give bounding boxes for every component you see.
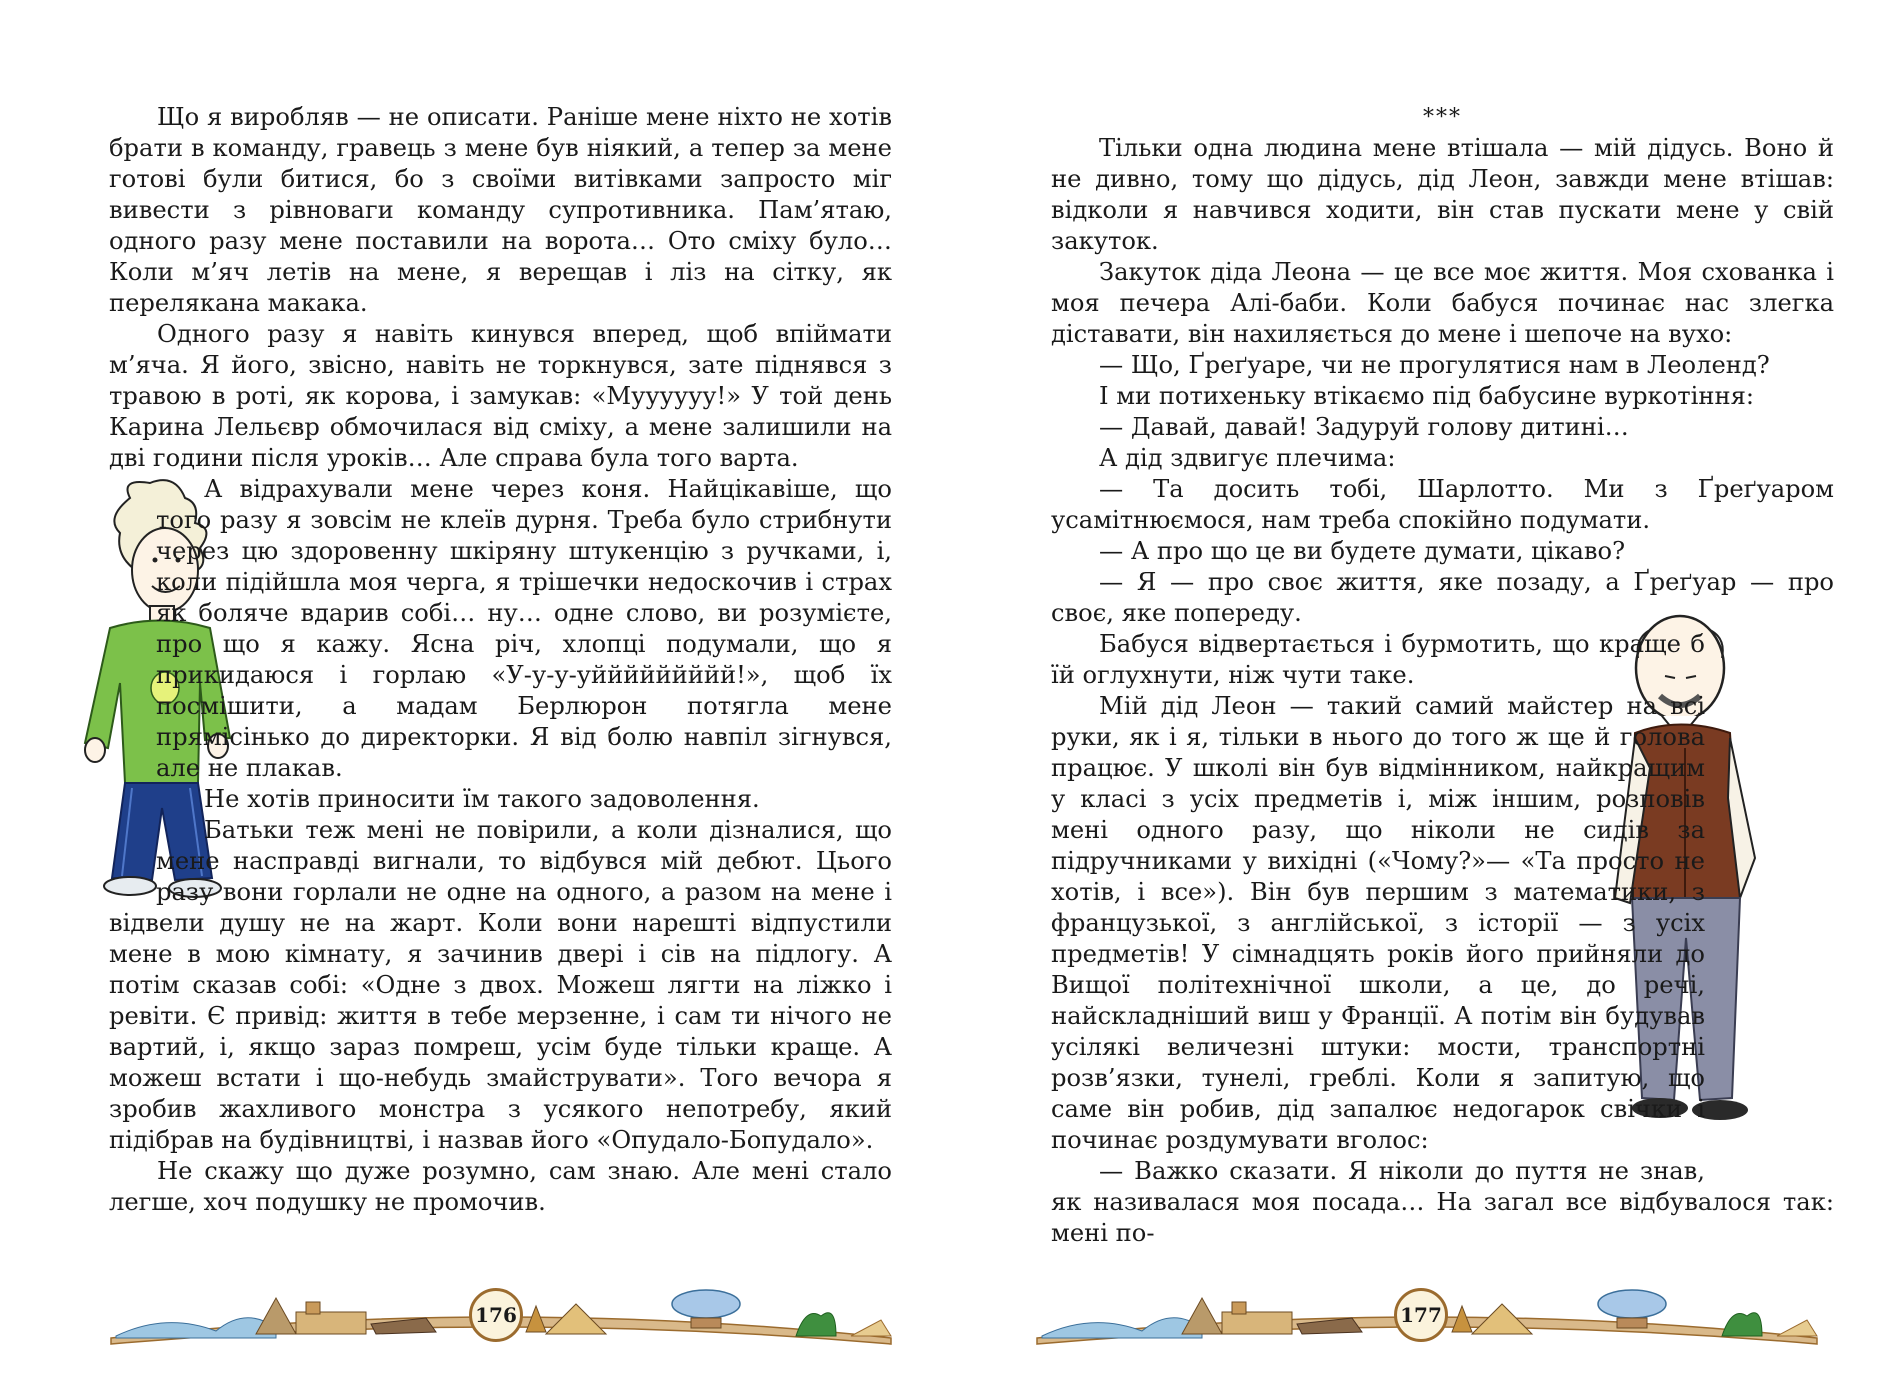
paragraph: Одного разу я навіть кинувся вперед, щоб впіймати м’яча. Я його, звісно, навіть не торкнувся, зате піднявся з травою в роті, як корова, і замукав: «Муууууу!» У той день Карина Лельєвр обмочилася від сміху, а мене залишили на дві години після уроків… Але справа була того варта. <box>109 320 892 472</box>
paragraph: — Я — про своє життя, яке позаду, а Ґреґуар — про своє, яке попереду. <box>1051 568 1834 627</box>
section-separator: *** <box>1423 105 1462 130</box>
paragraph: — А про що це ви будете думати, цікаво? <box>1099 537 1626 565</box>
paragraph: Тільки одна людина мене втішала — мій дідусь. Воно й не дивно, тому що дідусь, дід Леон, завжди мене втішав: відколи я навчився ходити, він став пускати мене у свій закуток. <box>1051 134 1834 255</box>
paragraph: Закуток діда Леона — це все моє життя. Моя схованка і моя печера Алі-баби. Коли бабуся починає нас злегка діставати, він нахиляється до мене і шепоче на вухо: <box>1051 258 1834 348</box>
paragraph: І ми потихеньку втікаємо під бабусине вуркотіння: <box>1099 382 1754 410</box>
paragraph: — Що, Ґреґуаре, чи не прогулятися нам в Леоленд? <box>1099 351 1770 379</box>
paragraph: Бабуся відвертається і бурмотить, що краще б їй оглухнути, ніж чути таке. <box>1051 630 1705 689</box>
paragraph: Не скажу що дуже розумно, сам знаю. Але мені стало легше, хоч подушку не промочив. <box>109 1157 892 1216</box>
paragraph: Мій дід Леон — такий самий майстер на всі руки, як і я, тільки в нього до того ж ще й голова працює. У школі він був відмінником, найкращим у класі з усіх предметів і, між іншим, розповів мені одного разу, що ніколи не сидів за підручниками у вихідні («Чому?»— «Та просто не хотів, і все»). Він був першим з математики, з французької, з англійської, з історії — з усіх предметів! У сімнадцять років його прийняли до Вищої політехнічної школи, а це, до речі, найскладніший виш у Франції. А потім він будував усілякі величезні штуки: мости, транспортні розв’язки, тунелі, греблі. Коли я запитую, що саме він робив, дід запалює недогарок свічки і починає роздумувати вголос: <box>1051 692 1705 1154</box>
page-number: 176 <box>469 1288 523 1342</box>
paragraph: А дід здвигує плечима: <box>1099 444 1396 472</box>
left-page-text <box>109 102 892 1218</box>
paragraph: А відрахували мене через коня. Найцікавіше, що того разу я зовсім не клеїв дурня. Треба було стрибнути через цю здоровенну шкіряну штукенцію з ручками, і, коли підійшла моя черга, я трішечки недоскочив і страх як боляче вдарив собі… ну… одне слово, ви розумієте, про що я кажу. Ясна річ, хлопці подумали, що я прикидаюся і горлаю «У-у-у-уййййййййй!», щоб їх посмішити, а мадам Берлюрон потягла мене прямісінько до директорки. Я від болю навпіл зігнувся, але не плакав. <box>156 475 892 782</box>
grandfather-illustration-space <box>1711 629 1904 1169</box>
paragraph: — Та досить тобі, Шарлотто. Ми з Ґреґуаром усамітнюємося, нам треба спокійно подумати. <box>1051 475 1834 534</box>
right-page-text <box>1051 102 1834 1249</box>
boy-illustration-space <box>0 474 152 894</box>
paragraph: Батьки теж мені не повірили, а коли дізналися, що мене насправді вигнали, то відбувся мій дебют. Цього разу вони горлали не одне на одного, а разом на мене і відвели душу не на жарт. Коли вони нарешті відпустили мене в мою кімнату, я зачинив двері і сів на підлогу. А потім сказав собі: «Одне з двох. Можеш лягти на ліжко і ревіти. Є привід: життя в тебе мерзенне, і сам ти нічого не вартий, і, якщо зараз помреш, усім буде тільки краще. А можеш встати і що-небудь змайструвати». Того вечора я зробив жахливого монстра з усякого непотребу, який підібрав на будівництві, і назвав його «Опудало-Бопудало». <box>109 816 892 1154</box>
paragraph: Що я виробляв — не описати. Раніше мене ніхто не хотів брати в команду, гравець з мене був ніякий, а тепер за мене готові були битися, бо з своїми витівками запросто міг вивести з рівноваги команду супротивника. Пам’ятаю, одного разу мене поставили на ворота… Ото сміху було… Коли м’яч летів на мене, я верещав і ліз на сітку, як перелякана макака. <box>109 103 892 317</box>
right-page <box>952 0 1904 1400</box>
paragraph: — Давай, давай! Задуруй голову дитині… <box>1099 413 1629 441</box>
paragraph: Не хотів приносити їм такого задоволення. <box>204 785 760 813</box>
page-number: 177 <box>1394 1288 1448 1342</box>
paragraph: — Важко сказати. Я ніколи до пуття не знав, як називалася моя посада… На загал все відбувалося так: мені по- <box>1051 1157 1834 1247</box>
